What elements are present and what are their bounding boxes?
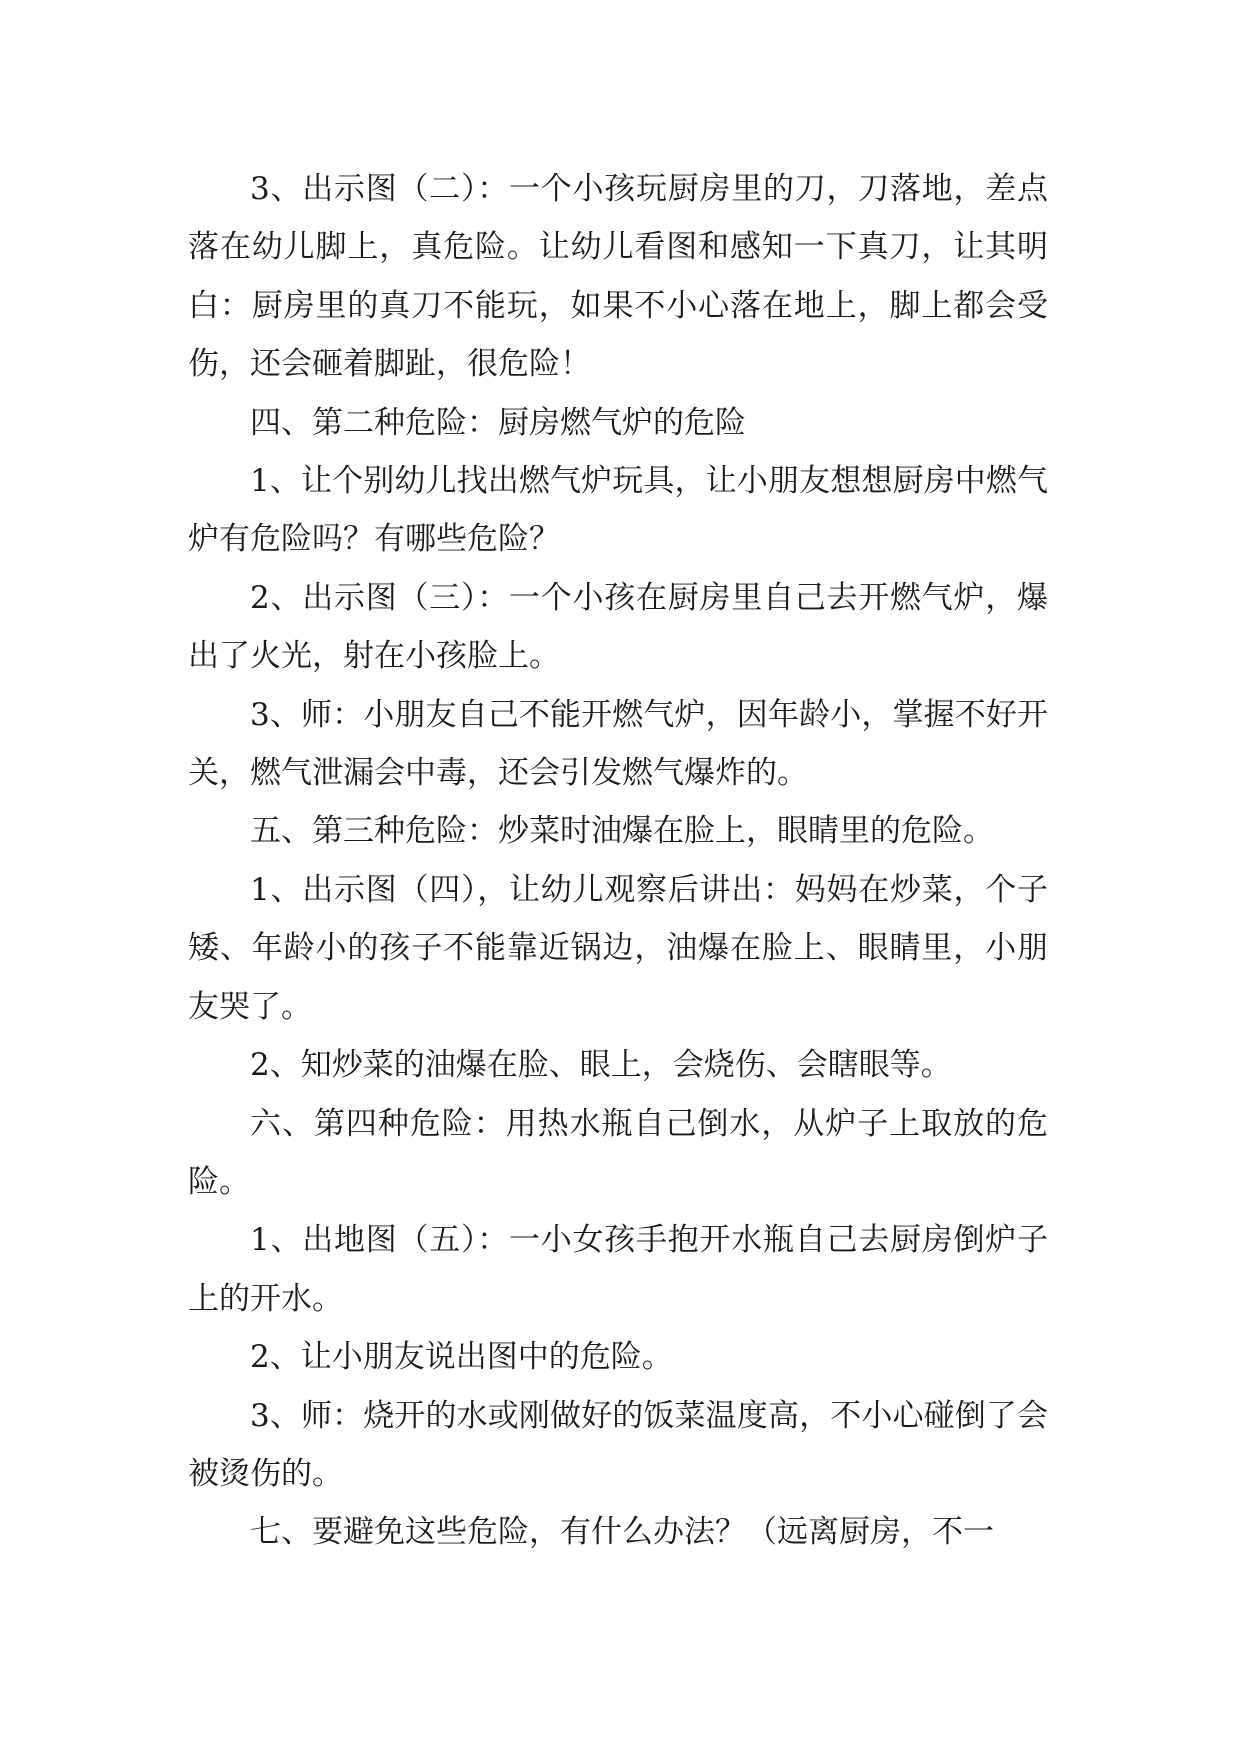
- document-body: [188, 160, 1048, 1562]
- section-heading: 七、要避免这些危险，有什么办法？（远离厨房，不一: [250, 1514, 994, 1551]
- paragraph: 2、知炒菜的油爆在脸、眼上，会烧伤、会瞎眼等。: [250, 1047, 952, 1084]
- section-heading: 五、第三种危险：炒菜时油爆在脸上，眼睛里的危险。: [250, 813, 994, 850]
- paragraph: 1、出示图（四），让幼儿观察后讲出：妈妈在炒菜，个子矮、年龄小的孩子不能靠近锅边，油爆在脸上、眼睛里，小朋友哭了。: [188, 871, 1048, 1025]
- section-heading: 四、第二种危险：厨房燃气炉的危险: [250, 404, 746, 441]
- paragraph: 3、师：小朋友自己不能开燃气炉，因年龄小，掌握不好开关，燃气泄漏会中毒，还会引发燃气爆炸的。: [188, 696, 1048, 792]
- paragraph: 2、让小朋友说出图中的危险。: [250, 1339, 673, 1376]
- paragraph: 3、师：烧开的水或刚做好的饭菜温度高，不小心碰倒了会被烫伤的。: [188, 1397, 1048, 1492]
- paragraph: 3、出示图（二）：一个小孩玩厨房里的刀，刀落地，差点落在幼儿脚上，真危险。让幼儿看图和感知一下真刀，让其明白：厨房里的真刀不能玩，如果不小心落在地上，脚上都会受伤，还会砸着脚趾，很危险！: [188, 171, 1048, 383]
- paragraph: 1、出地图（五）：一小女孩手抱开水瓶自己去厨房倒炉子上的开水。: [188, 1222, 1048, 1317]
- paragraph: 2、出示图（三）：一个小孩在厨房里自己去开燃气炉，爆出了火光，射在小孩脸上。: [188, 579, 1048, 675]
- section-heading: 六、第四种危险：用热水瓶自己倒水，从炉子上取放的危险。: [188, 1105, 1048, 1200]
- paragraph: 1、让个别幼儿找出燃气炉玩具，让小朋友想想厨房中燃气炉有危险吗？有哪些危险？: [188, 463, 1048, 558]
